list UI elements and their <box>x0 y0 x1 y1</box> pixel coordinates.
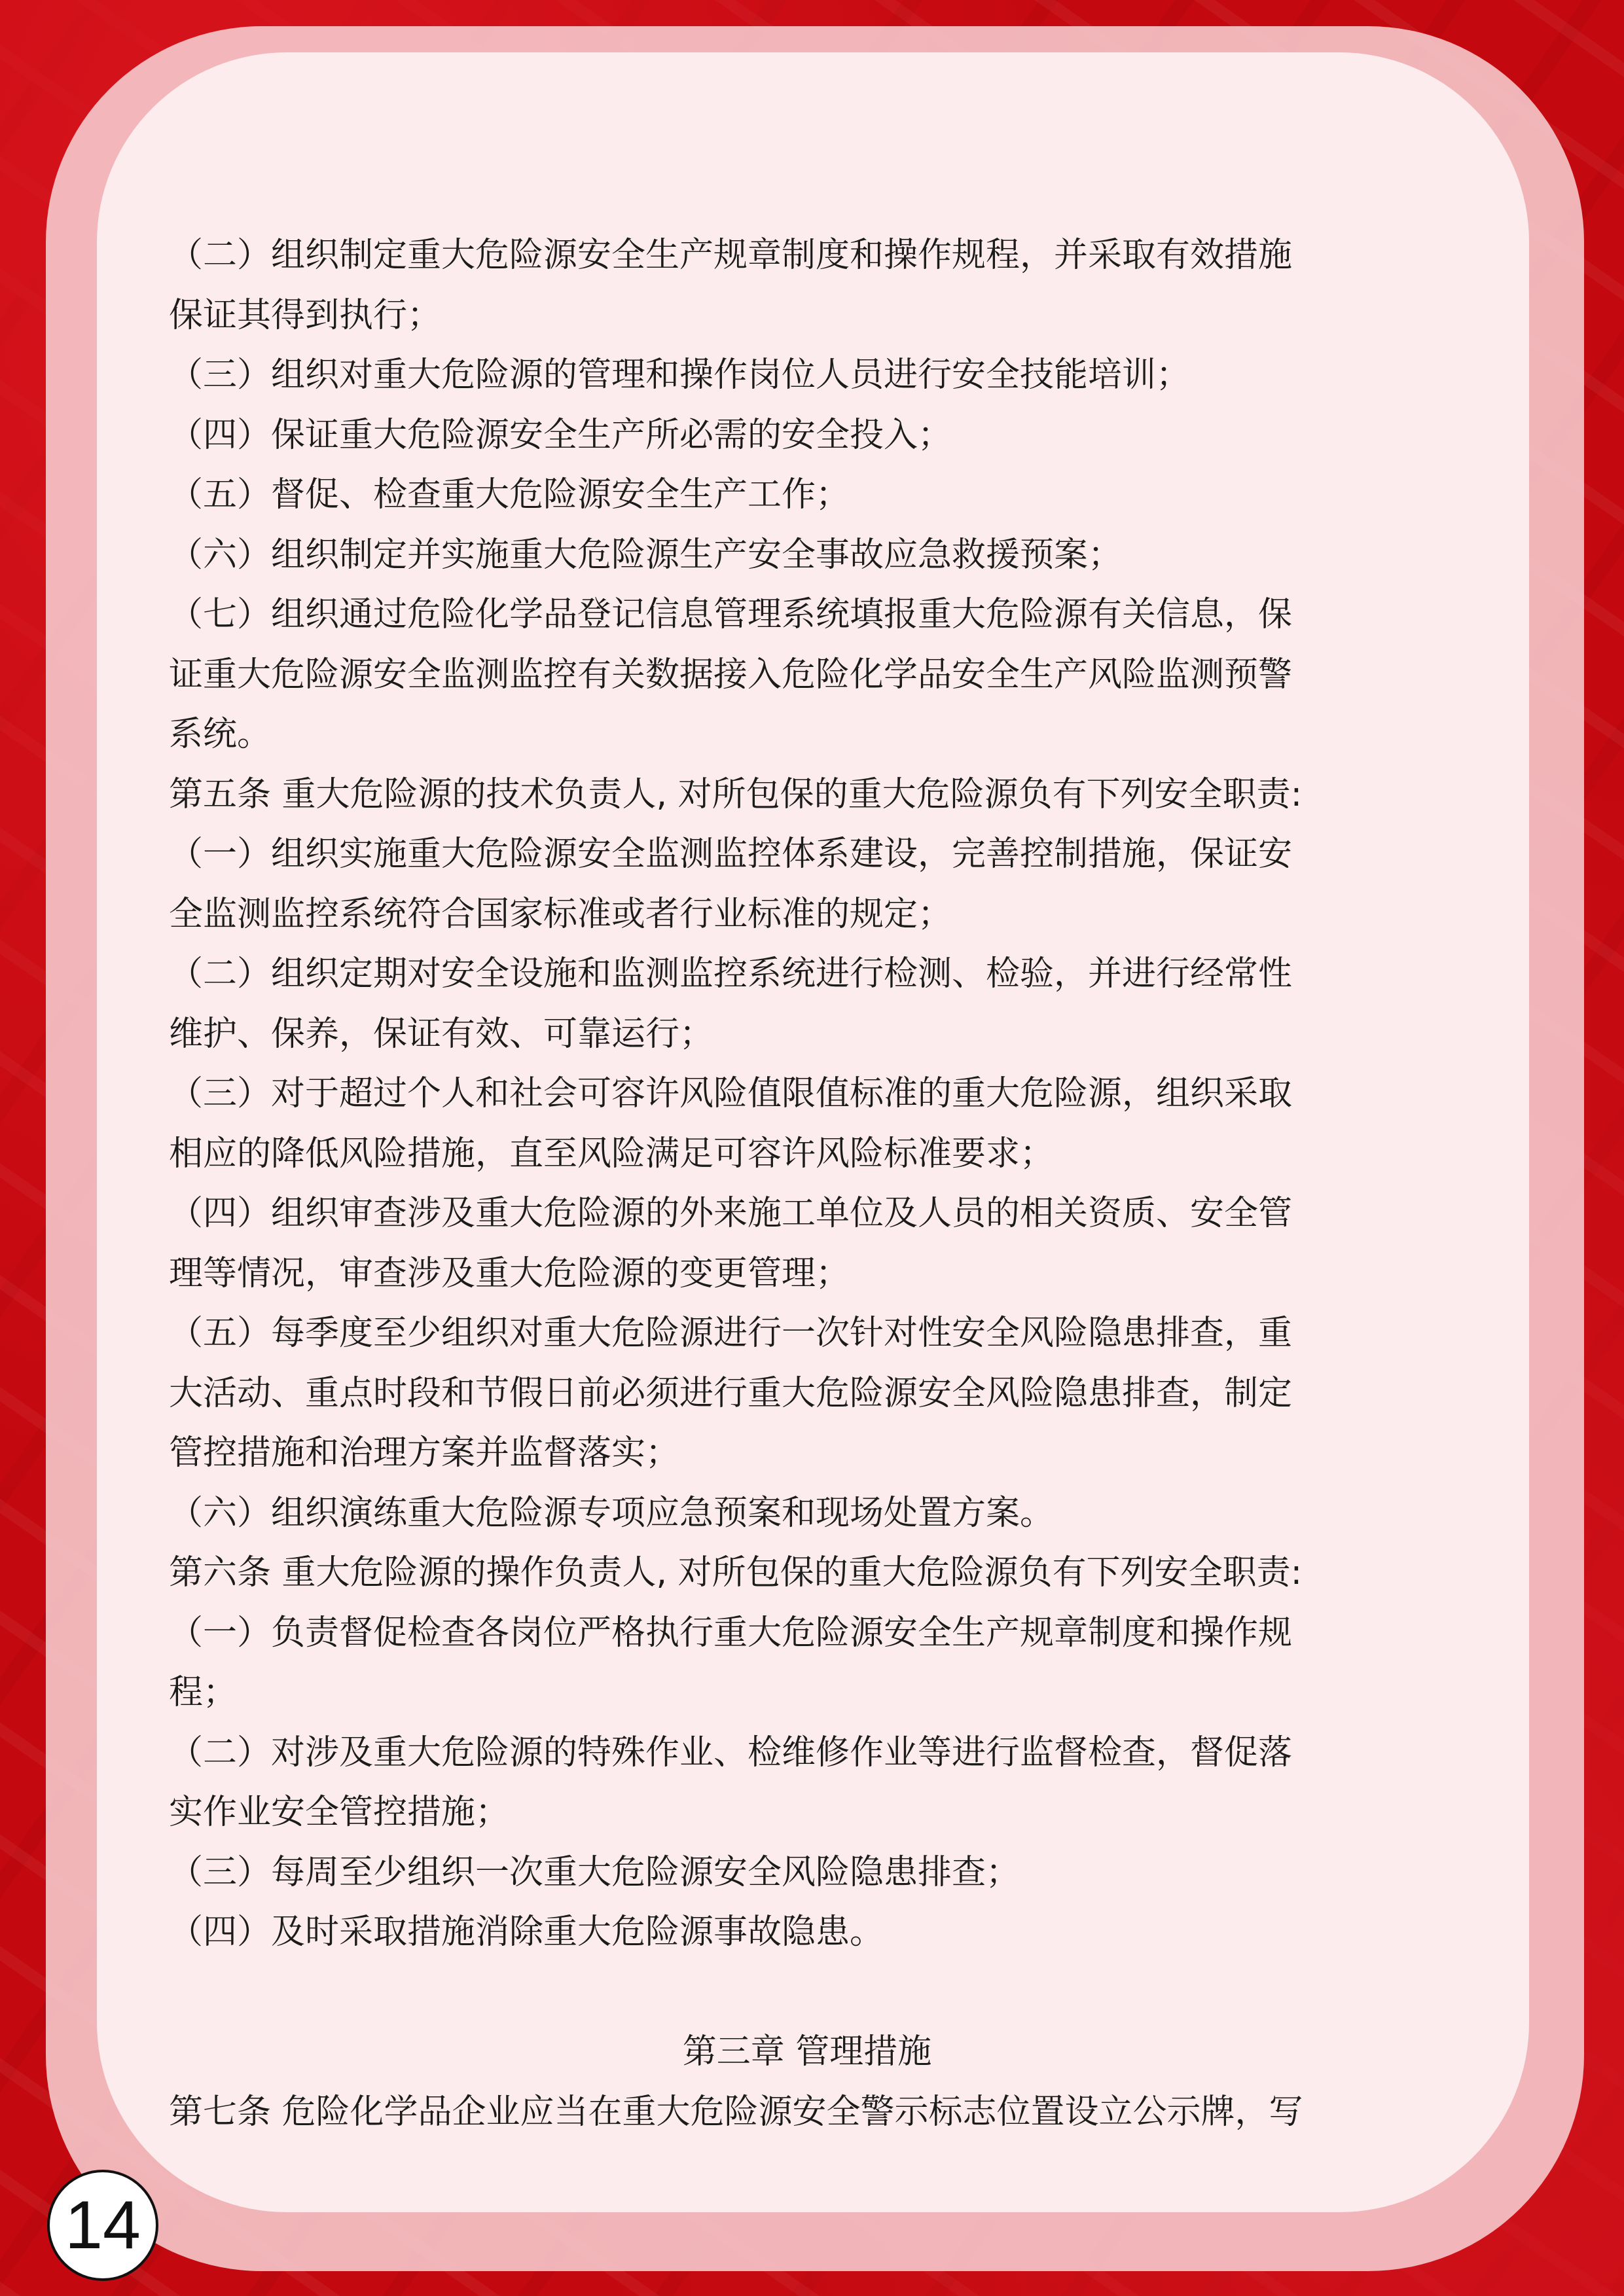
page-number-badge: 14 <box>47 2170 158 2281</box>
text-line: 证重大危险源安全监测监控有关数据接入危险化学品安全生产风险监测预警 <box>169 655 1293 694</box>
text-line: （五）每季度至少组织对重大危险源进行一次针对性安全风险隐患排查，重 <box>169 1314 1293 1353</box>
document-body <box>169 226 1445 2142</box>
text-line: （二）对涉及重大危险源的特殊作业、检维修作业等进行监督检查，督促落 <box>169 1732 1293 1772</box>
text-line: （五）督促、检查重大危险源安全生产工作； <box>169 475 850 514</box>
text-line: 大活动、重点时段和节假日前必须进行重大危险源安全风险隐患排查，制定 <box>169 1373 1293 1413</box>
text-line: 相应的降低风险措施，直至风险满足可容许风险标准要求； <box>169 1134 1055 1174</box>
section-spacer <box>169 1963 1445 2023</box>
text-line: （二）组织定期对安全设施和监测监控系统进行检测、检验，并进行经常性 <box>169 954 1293 994</box>
text-line: 保证其得到执行； <box>169 295 442 335</box>
text-line: 程； <box>169 1673 238 1712</box>
text-line: （七）组织通过危险化学品登记信息管理系统填报重大危险源有关信息，保 <box>169 595 1293 634</box>
text-line: （三）每周至少组织一次重大危险源安全风险隐患排查； <box>169 1852 1020 1892</box>
text-line: 管控措施和治理方案并监督落实； <box>169 1433 680 1473</box>
text-line: （六）组织演练重大危险源专项应急预案和现场处置方案。 <box>169 1493 1055 1533</box>
article-7-heading: 第七条 危险化学品企业应当在重大危险源安全警示标志位置设立公示牌，写 <box>169 2092 1303 2132</box>
text-line: （四）组织审查涉及重大危险源的外来施工单位及人员的相关资质、安全管 <box>169 1194 1293 1233</box>
text-line: （四）保证重大危险源安全生产所必需的安全投入； <box>169 415 952 455</box>
text-line: （二）组织制定重大危险源安全生产规章制度和操作规程，并采取有效措施 <box>169 236 1293 275</box>
article-6-heading: 第六条 重大危险源的操作负责人, 对所包保的重大危险源负有下列安全职责: <box>169 1553 1303 1592</box>
text-line: 系统。 <box>169 715 272 754</box>
text-line: 实作业安全管控措施； <box>169 1793 510 1832</box>
text-line: （一）组织实施重大危险源安全监测监控体系建设，完善控制措施，保证安 <box>169 834 1293 874</box>
text-line: 全监测监控系统符合国家标准或者行业标准的规定； <box>169 894 952 934</box>
text-line: （六）组织制定并实施重大危险源生产安全事故应急救援预案； <box>169 535 1123 575</box>
text-line: （四）及时采取措施消除重大危险源事故隐患。 <box>169 1912 884 1952</box>
text-line: （三）对于超过个人和社会可容许风险值限值标准的重大危险源，组织采取 <box>169 1074 1293 1113</box>
text-line: （三）组织对重大危险源的管理和操作岗位人员进行安全技能培训； <box>169 355 1191 395</box>
text-line: 维护、保养，保证有效、可靠运行； <box>169 1014 714 1054</box>
chapter-title: 第三章 管理措施 <box>682 2032 932 2072</box>
text-line: 理等情况，审查涉及重大危险源的变更管理； <box>169 1253 850 1293</box>
text-line: （一）负责督促检查各岗位严格执行重大危险源安全生产规章制度和操作规 <box>169 1613 1293 1653</box>
article-5-heading: 第五条 重大危险源的技术负责人, 对所包保的重大危险源负有下列安全职责: <box>169 774 1303 814</box>
